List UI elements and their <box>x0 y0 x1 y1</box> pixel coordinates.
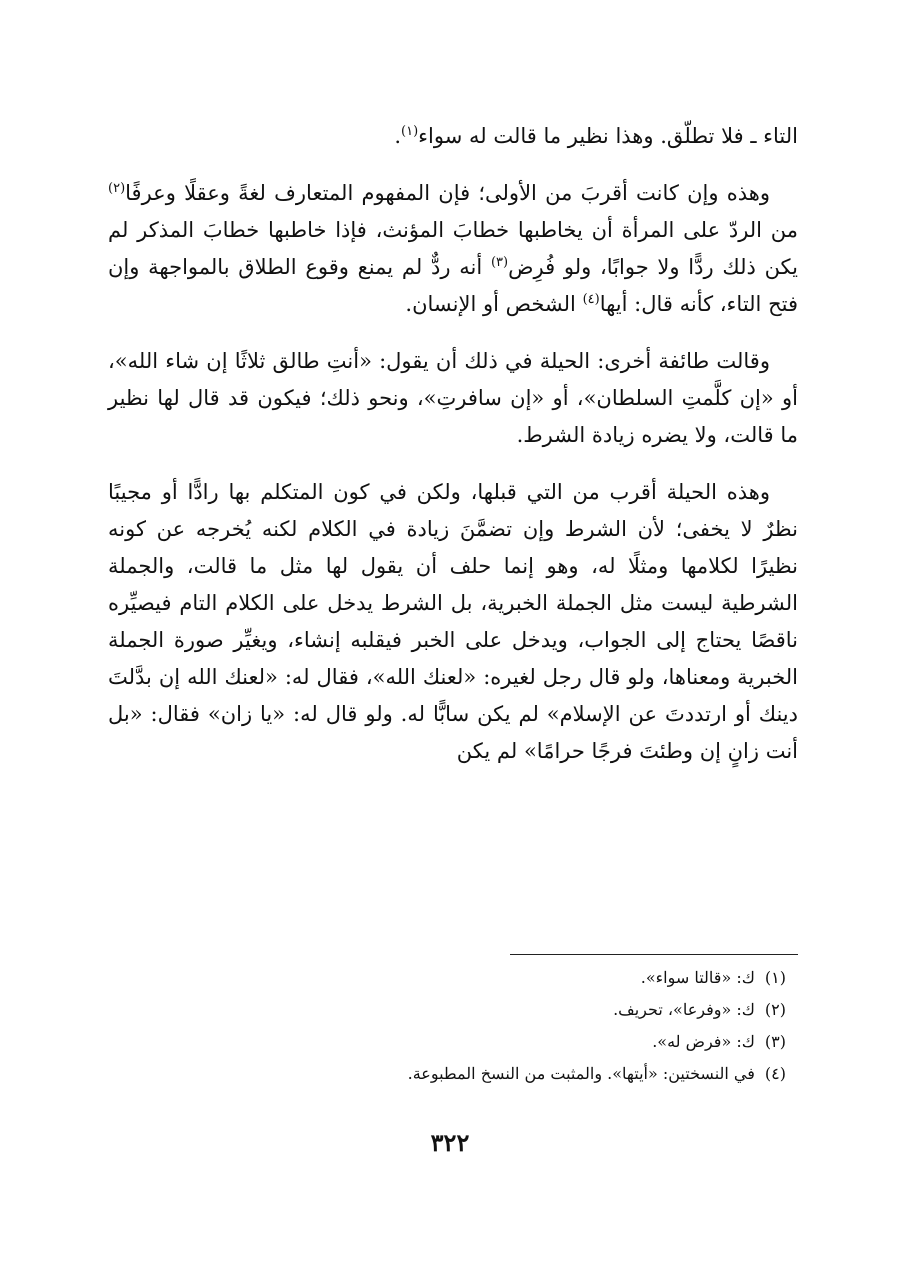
footnote-text: ك: «فرض له». <box>652 1032 755 1051</box>
paragraph-2-text-c: أنه ردٌّ لم يمنع وقوع الطلاق بالمواجهة وإن فتح التاء، كأنه قال: أيها <box>108 255 798 316</box>
paragraph-3: وقالت طائفة أخرى: الحيلة في ذلك أن يقول: «أنتِ طالق ثلاثًا إن شاء الله»، أو «إن كلَّمتِ السلطان»، أو «إن سافرتِ»، ونحو ذلك؛ فيكون قد قال لها نظير ما قالت، ولا يضره زيادة الشرط. <box>108 349 798 447</box>
paragraph-1: التاء ـ فلا تطلّق. وهذا نظير ما قالت له سواء$^{(١)}$. <box>394 124 798 148</box>
footnote-ref-2: (٢) <box>108 181 126 196</box>
footnote-1 <box>108 964 798 992</box>
paragraph-2-text-d: الشخص أو الإنسان. <box>405 292 576 316</box>
footnote-number: (٢) <box>764 1000 786 1019</box>
footnote-2 <box>108 996 798 1024</box>
paragraph-1-text: التاء ـ فلا تطلّق. وهذا نظير ما قالت له سواء <box>418 124 798 148</box>
paragraph-2-text-b: من الردّ على المرأة أن يخاطبها خطابَ المؤنث، فإذا خاطبها خطابَ المذكر لم يكن ذلك ردًّا ولا جوابًا، ولو فُرِض <box>108 218 799 279</box>
footnote-number: (٣) <box>764 1032 786 1051</box>
footnote-ref-4: (٤) <box>582 292 600 307</box>
page-number: ٣٢٢ <box>430 1128 470 1157</box>
paragraph-2 <box>108 175 798 323</box>
footnote-number: (١) <box>764 968 786 987</box>
footnote-text: في النسختين: «أيتها». والمثبت من النسخ المطبوعة. <box>407 1064 755 1083</box>
footnotes <box>108 964 798 1092</box>
footnote-text: ك: «قالتا سواء». <box>640 968 755 987</box>
paragraph-4: وهذه الحيلة أقرب من التي قبلها، ولكن في كون المتكلم بها رادًّا أو مجيبًا نظرٌ لا يخفى؛ لأن الشرط وإن تضمَّنَ زيادة في الكلام لكنه يُخرجه عن كونه نظيرًا لكلامها ومثلًا له، وهو إنما حلف أن يقول لها مثل ما قالت، والجملة الشرطية ليست مثل الجملة الخبرية، بل الشرط يدخل على الكلام التام فيصيِّره ناقصًا يحتاج إلى الجواب، ويدخل على الخبر فيقلبه إنشاء، ويغيِّر صورة الجملة الخبرية ومعناها، ولو قال رجل لغيره: «لعنك الله»، فقال له: «لعنك الله إن بدَّلتَ دينك أو ارتددتَ عن الإسلام» لم يكن سابًّا له. ولو قال له: «يا زان» فقال: «بل أنت زانٍ إن وطئتَ فرجًا حرامًا» لم يكن <box>108 480 798 763</box>
footnote-ref-1: (١) <box>401 124 419 139</box>
footnote-ref-3: (٣) <box>490 255 509 270</box>
footnote-text: ك: «وفرعا»، تحريف. <box>613 1000 755 1019</box>
footnote-4 <box>108 1060 798 1088</box>
footnote-number: (٤) <box>764 1064 786 1083</box>
footnote-divider <box>510 954 798 955</box>
footnote-3 <box>108 1028 798 1056</box>
paragraph-2-text-a: وهذه وإن كانت أقربَ من الأولى؛ فإن المفهوم المتعارف لغةً وعقلًا وعرفًا <box>125 181 770 205</box>
main-text <box>108 118 798 790</box>
